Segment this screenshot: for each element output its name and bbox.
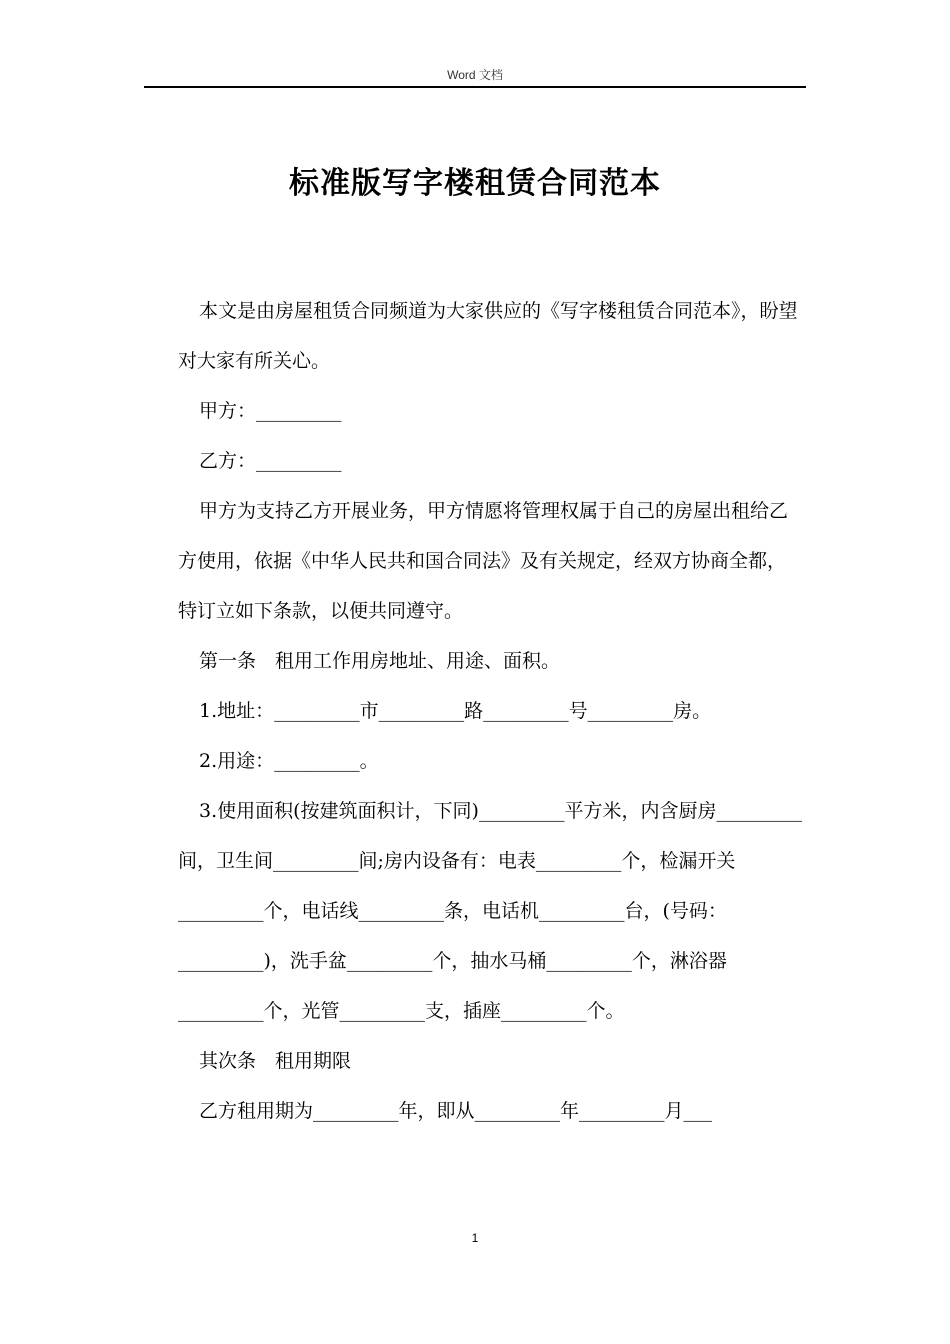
paragraph-intro: 本文是由房屋租赁合同频道为大家供应的《写字楼租赁合同范本》，盼望对大家有所关心。 <box>178 300 798 372</box>
header-divider <box>144 86 806 88</box>
article-1-heading: 第一条 租用工作用房地址、用途、面积。 <box>199 650 561 672</box>
document-title: 标准版写字楼租赁合同范本 <box>289 166 661 201</box>
paragraph-preamble: 甲方为支持乙方开展业务，甲方情愿将管理权属于自己的房屋出租给乙方使用，依据《中华人民共和国合同法》及有关规定，经双方协商全都，特订立如下条款，以便共同遵守。 <box>178 500 789 622</box>
article-1-address: 1.地址：_________市_________路_________号_________房。 <box>199 700 712 722</box>
page-number: 1 <box>471 1231 479 1245</box>
paragraph-party-b: 乙方：_________ <box>199 450 342 472</box>
article-2-term: 乙方租用期为_________年，即从_________年_________月___ <box>199 1100 713 1122</box>
article-2-heading: 其次条 租用期限 <box>199 1050 352 1072</box>
paragraph-party-a: 甲方：_________ <box>199 400 342 422</box>
document-body <box>178 286 802 1136</box>
header-label: Word 文档 <box>447 68 503 82</box>
article-1-area: 3.使用面积(按建筑面积计，下同)_________平方米，内含厨房_________间，卫生间_________间;房内设备有：电表_________个，检漏开关_________个，电话线_________条，电话机_________台，(号码：_________)，洗手盆_________个，抽水马桶_________个，淋浴器_________个，光管_________支，插座_________个。 <box>178 800 802 1022</box>
article-1-usage: 2.用途：_________。 <box>199 750 379 772</box>
